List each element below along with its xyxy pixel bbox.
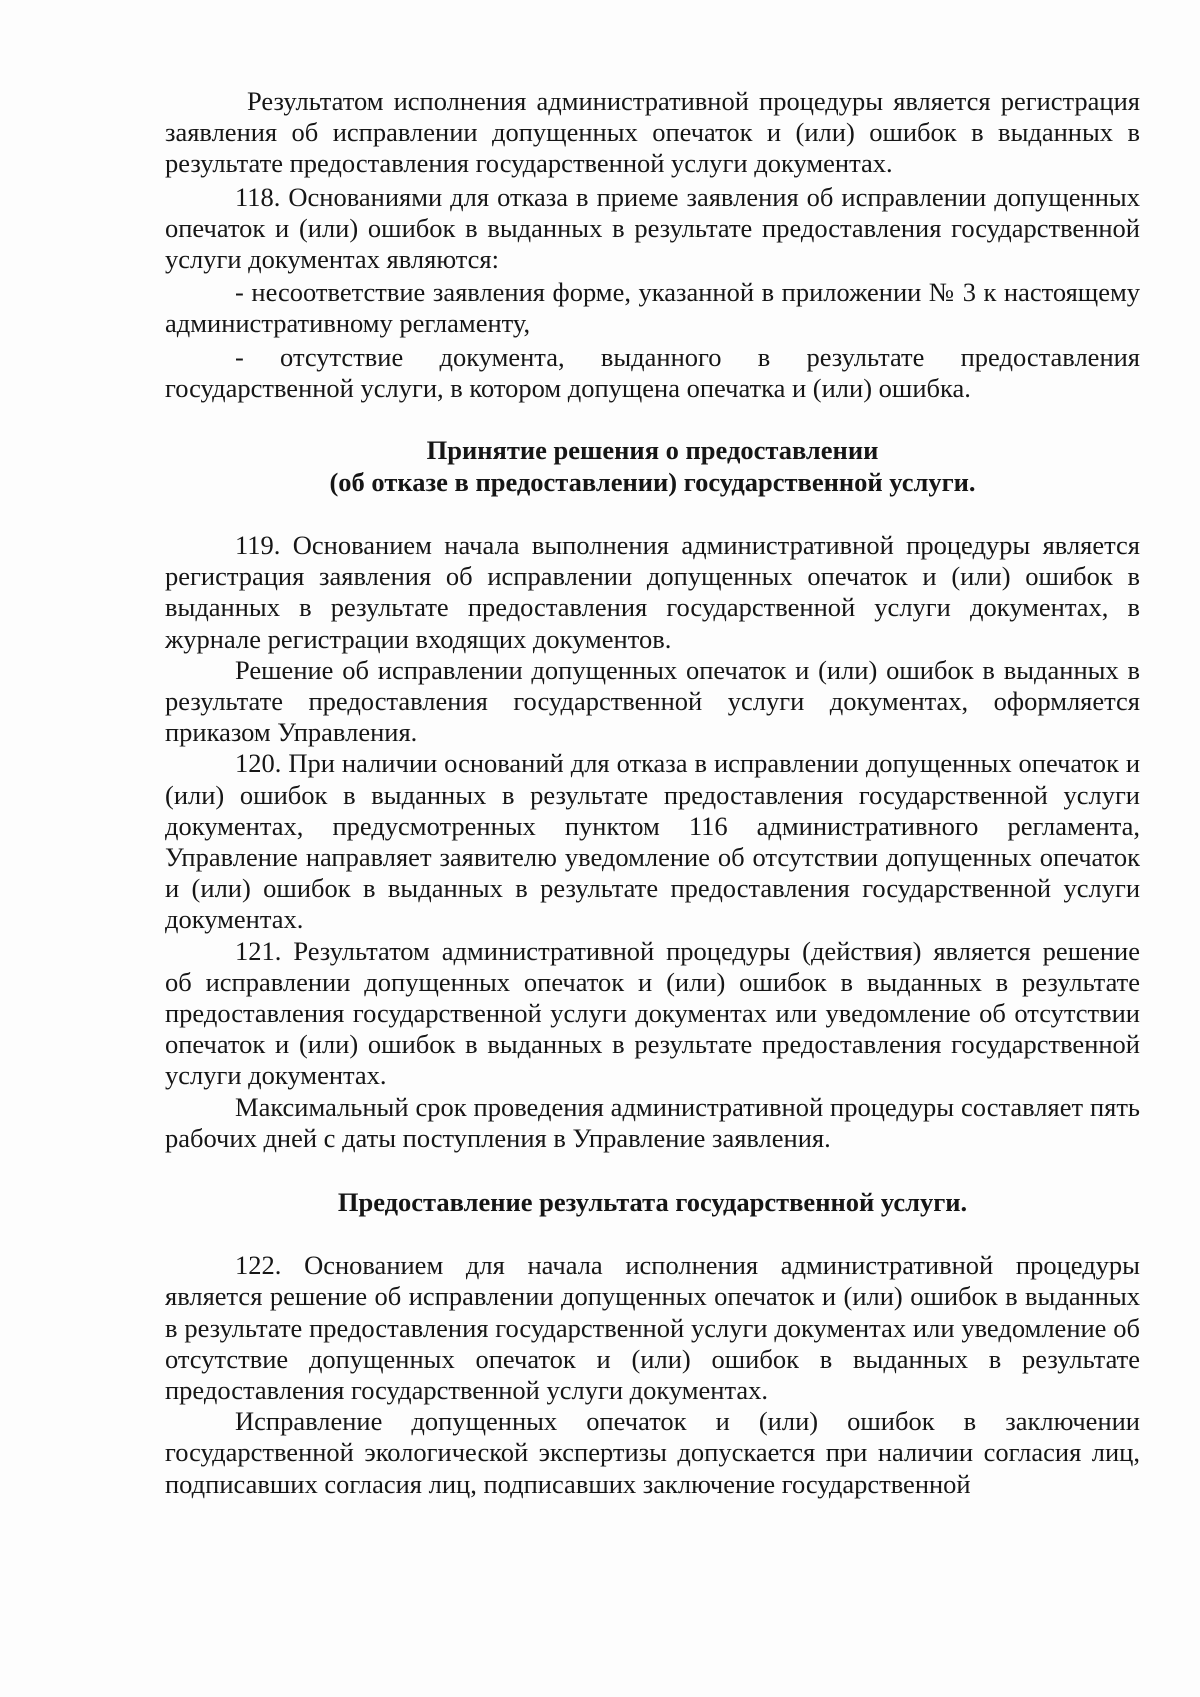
document-body — [165, 86, 1140, 1500]
paragraph-max-term: Максимальный срок проведения административной процедуры составляет пять рабочих дней с даты поступления в Управление заявления. — [165, 1091, 1140, 1153]
paragraph-121: 121. Результатом административной процедуры (действия) является решение об исправлении допущенных опечаток и (или) ошибок в выданных в результате предоставления государственной услуги документах или уведомление об отсутствии опечаток и (или) ошибок в выданных в результате предоставления государственной услуги документах. — [165, 935, 1140, 1091]
paragraph-result-registration: Результатом исполнения административной процедуры является регистрация заявления об исправлении допущенных опечаток и (или) ошибок в выданных в результате предоставления государственной услуги документах. — [165, 86, 1140, 179]
paragraph-118: 118. Основаниями для отказа в приеме заявления об исправлении допущенных опечаток и (или) ошибок в выданных в результате предоставления государственной услуги документах являются: — [165, 181, 1140, 275]
section-heading-decision-line1: Принятие решения о предоставлении — [426, 435, 879, 466]
paragraph-120: 120. При наличии оснований для отказа в исправлении допущенных опечаток и (или) ошибок в выданных в результате предоставления государственной услуги документах, предусмотренных пунктом 116 административного регламента, Управление направляет заявителю уведомление об отсутствии допущенных опечаток и (или) ошибок в выданных в результате предоставления государственной услуги документах. — [165, 748, 1140, 935]
paragraph-119: 119. Основанием начала выполнения административной процедуры является регистрация заявления об исправлении допущенных опечаток и (или) ошибок в выданных в результате предоставления государственной услуги документах, в журнале регистрации входящих документов. — [165, 530, 1140, 654]
section-heading-result: Предоставление результата государственной услуги. — [337, 1187, 968, 1218]
section-heading-decision — [165, 434, 1140, 498]
paragraph-122: 122. Основанием для начала исполнения административной процедуры является решение об исправлении допущенных опечаток и (или) ошибок в выданных в результате предоставления государственной услуги документах или уведомление об отсутствие допущенных опечаток и (или) ошибок в выданных в результате предоставления государственной услуги документах. — [165, 1250, 1140, 1405]
list-item-missing-document: - отсутствие документа, выданного в результате предоставления государственной услуги, в котором допущена опечатка и (или) ошибка. — [165, 341, 1140, 403]
list-item-form-mismatch: - несоответствие заявления форме, указанной в приложении № 3 к настоящему административному регламенту, — [165, 277, 1140, 339]
paragraph-correction-consent: Исправление допущенных опечаток и (или) ошибок в заключении государственной экологической экспертизы допускается при наличии согласия лиц, подписавших согласия лиц, подписавших заключение государственной — [165, 1406, 1140, 1499]
paragraph-decision-order: Решение об исправлении допущенных опечаток и (или) ошибок в выданных в результате предоставления государственной услуги документах, оформляется приказом Управления. — [165, 654, 1140, 748]
section-heading-decision-line2: (об отказе в предоставлении) государственной услуги. — [329, 467, 976, 498]
